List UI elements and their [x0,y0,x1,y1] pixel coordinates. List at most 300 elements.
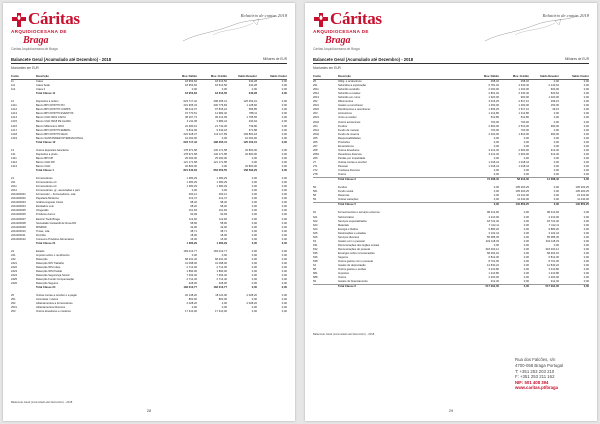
credit-movement: 146 171,58 [213,148,227,152]
debit-balance: 10 000,00 [245,136,257,140]
balance-table [11,75,287,315]
credit-balance: 0,00 [583,96,589,100]
debit-balance: 32 800,00 [245,152,257,156]
credit-balance: 0,00 [583,276,589,280]
account-description: Outros [338,173,347,177]
account-code: 62 [313,211,316,215]
credit-balance: 0,00 [281,181,287,185]
account-description: Banco CGD 0018 PE ALARA [36,120,71,124]
debit-movement: 3 102,44 [488,231,499,235]
column-header: Saldo Devedor [238,75,257,78]
debit-balance: 0,00 [553,186,559,190]
column-header: Mov. Crédito [512,75,529,78]
column-header: Descrição [338,75,351,78]
debit-movement: 1 920,00 [488,96,499,100]
credit-balance: 0,00 [583,169,589,173]
account-description: Seguros [338,255,349,259]
account-description: Outros gastos com o pessoal [338,260,373,264]
debit-movement: 460,12 [188,193,197,197]
debit-movement: 10 000,00 [185,136,197,140]
debit-movement: 12 840,22 [487,264,499,268]
account-code: 21 [11,177,14,181]
account-description: Estofados Luís [36,205,54,209]
debit-movement: 328,00 [188,282,197,286]
debit-movement: 22 480,16 [185,124,197,128]
address-street: Rua dos Falcões, s/n [515,357,556,363]
credit-movement: 0,00 [221,164,227,168]
brand-name: Cáritas [28,9,80,28]
column-header: Mov. Crédito [210,75,227,78]
debit-balance: 18 722,40 [547,219,559,223]
account-code: 2423 [11,270,17,274]
credit-balance: 0,00 [281,164,287,168]
credit-balance: 0,00 [281,310,287,314]
debit-balance: 4 210,00 [548,215,559,219]
account-code: 631 [313,243,318,247]
credit-balance: 0,00 [583,264,589,268]
account-description: Outros acréscimos [338,120,361,124]
credit-movement: 18 110,00 [215,294,227,298]
credit-movement: 0,00 [523,173,529,177]
account-code: 59 [313,198,316,202]
account-code: 2681 [313,152,319,156]
account-description: Outros devedores e credores [36,310,71,314]
debit-movement: 55 085,45 [487,235,499,239]
account-code: 271 [313,165,318,169]
debit-movement: 1 380,29 [186,185,197,189]
debit-movement: 4 211,38 [186,120,197,124]
debit-balance: 0,00 [553,169,559,173]
credit-balance: 0,00 [583,104,589,108]
debit-movement: 38 207,74 [185,116,197,120]
account-description: Remunerações dos órgãos sociais [338,243,380,247]
debit-balance: 3 102,44 [548,231,559,235]
credit-movement: 1 018,44 [518,160,529,164]
currency-note: Montantes em EUR [11,66,39,70]
debit-balance: 739,80 [248,124,257,128]
credit-movement: 0,00 [523,243,529,247]
column-header: Saldo Credor [270,75,287,78]
debit-movement: 623 717,42 [183,100,197,104]
account-description: Caixa [36,80,43,84]
caritas-logo [11,9,91,46]
debit-movement: 1 380,29 [186,181,197,185]
account-description: Energia e fluidos [338,227,359,231]
account-description: Sociedade Cantarelli de Nova DN [36,221,77,225]
credit-movement: 1 810,00 [518,132,529,136]
credit-movement: 97 815,22 [215,108,227,112]
account-code: 622 [313,219,318,223]
account-description: Perdas por imparidade [338,156,366,160]
account-code: 2611 [313,88,319,92]
credit-movement: 1 380,29 [216,181,227,185]
report-label: Relatório de contas 2018 [240,13,287,18]
account-description: Remunerações do pessoal [338,247,370,251]
account-code: 2211000008 [11,221,26,225]
debit-movement: 700,00 [490,128,499,132]
credit-movement: 498 265,41 [213,140,227,144]
address-fax: F: +351 253 211 162 [515,374,555,380]
debit-balance: 150,00 [550,104,559,108]
account-description: Banco CGD DP [36,160,55,164]
debit-balance: 0,00 [251,233,257,237]
debit-movement: 161,84 [188,209,197,213]
debit-movement: 458,32 [490,80,499,84]
credit-movement: 112,66 [218,217,227,221]
debit-balance: 32 800,00 [245,164,257,168]
account-code: 638 [313,260,318,264]
credit-movement: 17 310,00 [215,310,227,314]
credit-balance: 0,00 [583,136,589,140]
account-code: 111 [11,84,16,88]
credit-movement: 0,00 [221,189,227,193]
account-description: Empréstimos [338,144,354,148]
account-description: Banco CGD 0001 CAIXA [36,116,66,120]
caritas-logo [313,9,393,46]
account-description: Reservas [338,194,350,198]
account-description: Banco BPI 0079776 EVENTOS [36,112,74,116]
account-description: Fornecimentos e serviços externos [338,211,380,215]
account-code: 221 [11,181,16,185]
debit-movement: 201 905,43 [183,104,197,108]
credit-balance: 0,00 [281,177,287,181]
account-code: 112 [11,88,16,92]
account-code: 626 [313,235,318,239]
debit-balance: 0,00 [251,213,257,217]
account-description: Retenção IRS Trabalho [36,261,64,265]
account-code: 56 [313,186,316,190]
account-code: 623 [313,223,318,227]
debit-balance: 9 880,20 [548,227,559,231]
account-description: Total Classe 21 [36,241,56,245]
credit-balance: 0,00 [583,152,589,156]
credit-balance: 0,00 [281,241,287,245]
credit-balance: 0,00 [281,213,287,217]
credit-balance: 0,00 [583,128,589,132]
credit-movement: 1 890,00 [216,270,227,274]
debit-balance: 600,00 [550,88,559,92]
credit-balance: 0,00 [281,88,287,92]
account-code: 11 [11,80,14,84]
credit-movement: 0,00 [523,285,529,289]
address-website[interactable]: www.caritas.pt/braga [515,385,559,391]
credit-movement: 0,00 [523,272,529,276]
credit-movement: 2 340,40 [518,92,529,96]
report-reference: Milhares de EUR [262,57,287,61]
debit-balance: 0,00 [251,156,257,160]
credit-balance: 0,00 [281,193,287,197]
credit-movement: 512,80 [520,116,529,120]
credit-balance: 0,00 [583,239,589,243]
account-description: Subsídio em curso [338,96,361,100]
page-number: 28 [146,409,152,413]
account-description: Banco Millennium 0001 [36,124,64,128]
credit-balance: 0,00 [583,243,589,247]
account-description: Retenção [36,257,48,261]
debit-movement: 0,00 [493,156,499,160]
debit-movement: 2 200,00 [488,276,499,280]
credit-movement: 42,00 [220,225,227,229]
credit-movement: 0,00 [523,276,529,280]
debit-balance: 517 094,35 [545,285,559,289]
cross-flame-icon [313,12,329,28]
account-code: 1218 [11,132,17,136]
credit-balance: 0,00 [281,294,287,298]
debit-movement: 68 231,40 [185,257,197,261]
account-description: Caixa Sede [36,84,50,88]
account-code: 64 [313,264,316,268]
account-description: Infogestão [36,209,49,213]
debit-movement: 2 028,20 [186,302,197,306]
debit-balance: 0,00 [553,194,559,198]
account-description: Acréscimos [338,112,352,116]
debit-balance: 1 020,00 [548,96,559,100]
debit-movement: 16,00 [190,237,197,241]
brand-subtitle: ARQUIDIOCESANA DE [313,29,369,34]
debit-balance: 6 812,30 [548,255,559,259]
debit-balance: 0,00 [251,249,257,253]
credit-movement: 2 900,00 [518,148,529,152]
debit-balance: 0,00 [251,88,257,92]
debit-balance: 0,00 [553,165,559,169]
account-code: 2642 [313,132,319,136]
debit-balance: 0,00 [251,286,257,290]
account-description: Gastos com o pessoal [338,239,365,243]
debit-movement: 25 000,00 [185,156,197,160]
debit-movement: 18 953,84 [185,92,197,96]
account-description: Rendimentos a reconhecer [338,108,371,112]
account-description: Total Classe 2 [338,178,356,182]
debit-balance: 0,00 [553,144,559,148]
debit-balance: 3 410,80 [548,268,559,272]
credit-movement: 105 200,25 [515,186,529,190]
account-code: 621 [313,215,318,219]
debit-balance: 0,00 [251,185,257,189]
debit-balance: 1 210,80 [548,272,559,276]
credit-balance: 0,00 [281,160,287,164]
debit-balance: 0,00 [251,282,257,286]
credit-movement: 0,00 [523,144,529,148]
credit-movement: 2 714,00 [216,266,227,270]
account-description: Banco BPI 0079776 PN [36,104,65,108]
debit-movement: 222 918,07 [183,132,197,136]
account-description: Banco SANTANDER INTERNACIONAL [36,136,84,140]
credit-movement: 18 613,56 [215,84,227,88]
debit-movement: 0,00 [191,306,197,310]
credit-movement: 98,40 [220,201,227,205]
account-code: 268 [313,148,318,152]
account-code: 266 [313,140,318,144]
account-code: 2211000009 [11,225,26,229]
account-description: Serviços diversos [338,235,360,239]
credit-movement: 0,00 [523,136,529,140]
credit-balance: 0,00 [281,221,287,225]
debit-movement: 2 900,00 [488,124,499,128]
debit-balance: 0,00 [553,120,559,124]
credit-movement: 18,00 [220,233,227,237]
account-description: Fundo de reserva [338,132,360,136]
account-description: Total Classe 12 [36,140,56,144]
account-code: 252 [11,302,16,306]
debit-movement: 7 412,11 [488,223,499,227]
debit-balance: 0,00 [553,160,559,164]
credit-movement: 24 210,00 [517,194,529,198]
credit-movement: 0,00 [523,235,529,239]
account-code: 262 [313,100,318,104]
debit-movement: 68,20 [190,205,197,209]
credit-movement: 68 231,40 [215,257,227,261]
debit-movement: 3 016,25 [488,100,499,104]
debit-balance: 8 701,00 [548,260,559,264]
account-description: Impostos [338,272,349,276]
credit-movement: 328,00 [218,282,227,286]
credit-balance: 0,00 [281,205,287,209]
debit-balance: 0,00 [553,136,559,140]
debit-balance: 318 400,12 [545,247,559,251]
account-code: 2424 [11,274,17,278]
credit-balance: 0,00 [281,120,287,124]
credit-movement: 16,00 [220,237,227,241]
credit-balance: 0,00 [281,108,287,112]
debit-movement: 112,66 [188,217,197,221]
credit-movement: 2 510,00 [518,124,529,128]
credit-movement: 0,00 [523,169,529,173]
credit-movement: 0,00 [523,280,529,284]
account-code: 2211000011 [11,233,26,237]
account-description: Outros gastos e perdas [338,268,366,272]
account-code: 2211000006 [11,213,26,217]
debit-movement: 623 717,42 [183,140,197,144]
debit-balance: 0,00 [251,160,257,164]
credit-balance: 105 200,25 [575,186,589,190]
account-code: 1217 [11,128,17,132]
debit-movement: 1 018,44 [488,165,499,169]
debit-balance: 0,00 [251,177,257,181]
account-code: 635 [313,251,318,255]
account-description: Serviços especializados [338,219,367,223]
credit-balance: 0,00 [583,80,589,84]
credit-balance: 0,00 [281,168,287,172]
account-code: 1214 [11,116,17,120]
page-number: 29 [448,409,454,413]
credit-movement: 25 000,00 [215,156,227,160]
debit-balance: 0,00 [553,112,559,116]
debit-movement: 15 770,51 [185,112,197,116]
credit-balance: 0,00 [281,298,287,302]
account-code: 242 [11,257,16,261]
credit-balance: 0,00 [583,165,589,169]
debit-movement: 0,00 [191,253,197,257]
credit-movement: 9 440,18 [216,128,227,132]
debit-movement: 68 204,91 [487,251,499,255]
debit-balance: 0,00 [553,173,559,177]
debit-movement: 0,00 [493,190,499,194]
debit-balance: 98 412,60 [547,211,559,215]
account-code: 261 [313,84,318,88]
debit-balance: 520,62 [550,92,559,96]
account-code: 2211000007 [11,217,26,221]
credit-balance: 0,00 [281,132,287,136]
debit-movement: 2 200,00 [488,132,499,136]
debit-balance: 158 592,29 [243,168,257,172]
credit-movement: 0,00 [221,302,227,306]
credit-balance: 0,00 [583,120,589,124]
debit-balance: 68 204,91 [547,251,559,255]
brand-city: Braga [325,35,351,46]
account-description: Responsabilidades [338,136,361,140]
debit-movement: 42,00 [190,225,197,229]
credit-movement: 121 171,58 [213,160,227,164]
credit-movement: 18 613,56 [215,92,227,96]
credit-movement: 663 050,55 [213,168,227,172]
account-description: Imposto sobre o rendimento [36,253,70,257]
account-description: Deslocações e estadas [338,231,366,235]
credit-balance: 0,00 [281,136,287,140]
account-description: Provisões [338,140,350,144]
debit-balance: 0,00 [251,189,257,193]
credit-balance: 0,00 [281,201,287,205]
credit-movement: 0,00 [221,253,227,257]
account-description: Fornecedor – Fornecedores, Lda. [36,193,77,197]
column-header: Conta [313,75,321,78]
account-code: 2211000012 [11,237,26,241]
debit-movement: 73 298,40 [487,178,499,182]
debit-balance: 0,00 [553,80,559,84]
debit-balance: 125 452,01 [243,140,257,144]
account-description: Tintas, Lda. [36,229,50,233]
debit-balance: 0,00 [251,193,257,197]
account-description: Diferimentos [338,100,354,104]
debit-balance: 1 795,65 [246,116,257,120]
account-description: Fundos [338,124,347,128]
credit-balance: 0,00 [583,231,589,235]
table-row [11,310,287,314]
debit-movement: 0,00 [191,88,197,92]
debit-balance: 7 412,11 [548,223,559,227]
account-code: 1215 [11,120,17,124]
debit-movement: 58,90 [190,221,197,225]
debit-movement: 6 812,30 [488,255,499,259]
debit-balance: 340,28 [248,92,257,96]
debit-balance: 230,94 [248,120,257,124]
account-description: Juros a receber [338,116,357,120]
credit-movement: 0,00 [523,239,529,243]
debit-balance: 0,00 [553,198,559,202]
debit-movement: 0,00 [493,144,499,148]
account-code: 265 [313,136,318,140]
debit-balance: 0,00 [251,270,257,274]
debit-balance: 0,00 [251,197,257,201]
debit-balance: 0,00 [251,310,257,314]
debit-movement: 9 880,20 [488,227,499,231]
debit-balance: 0,00 [251,221,257,225]
debit-balance: 0,00 [251,266,257,270]
credit-movement: 0,00 [523,140,529,144]
debit-movement: 18 953,84 [185,80,197,84]
credit-movement: 183 013,77 [213,249,227,253]
debit-movement: 1 380,29 [186,241,197,245]
credit-balance: 0,00 [583,280,589,284]
credit-balance: 0,00 [583,108,589,112]
debit-movement: 402 118,33 [485,239,499,243]
credit-balance: 0,00 [281,80,287,84]
account-code: 2426 [11,282,17,286]
account-description: Outros devedores [338,148,360,152]
column-header: Saldo Credor [572,75,589,78]
account-description: Depósitos a prazo [36,152,58,156]
debit-balance: 596,85 [248,108,257,112]
address-postal: 4700-058 Braga Portugal [515,363,564,369]
